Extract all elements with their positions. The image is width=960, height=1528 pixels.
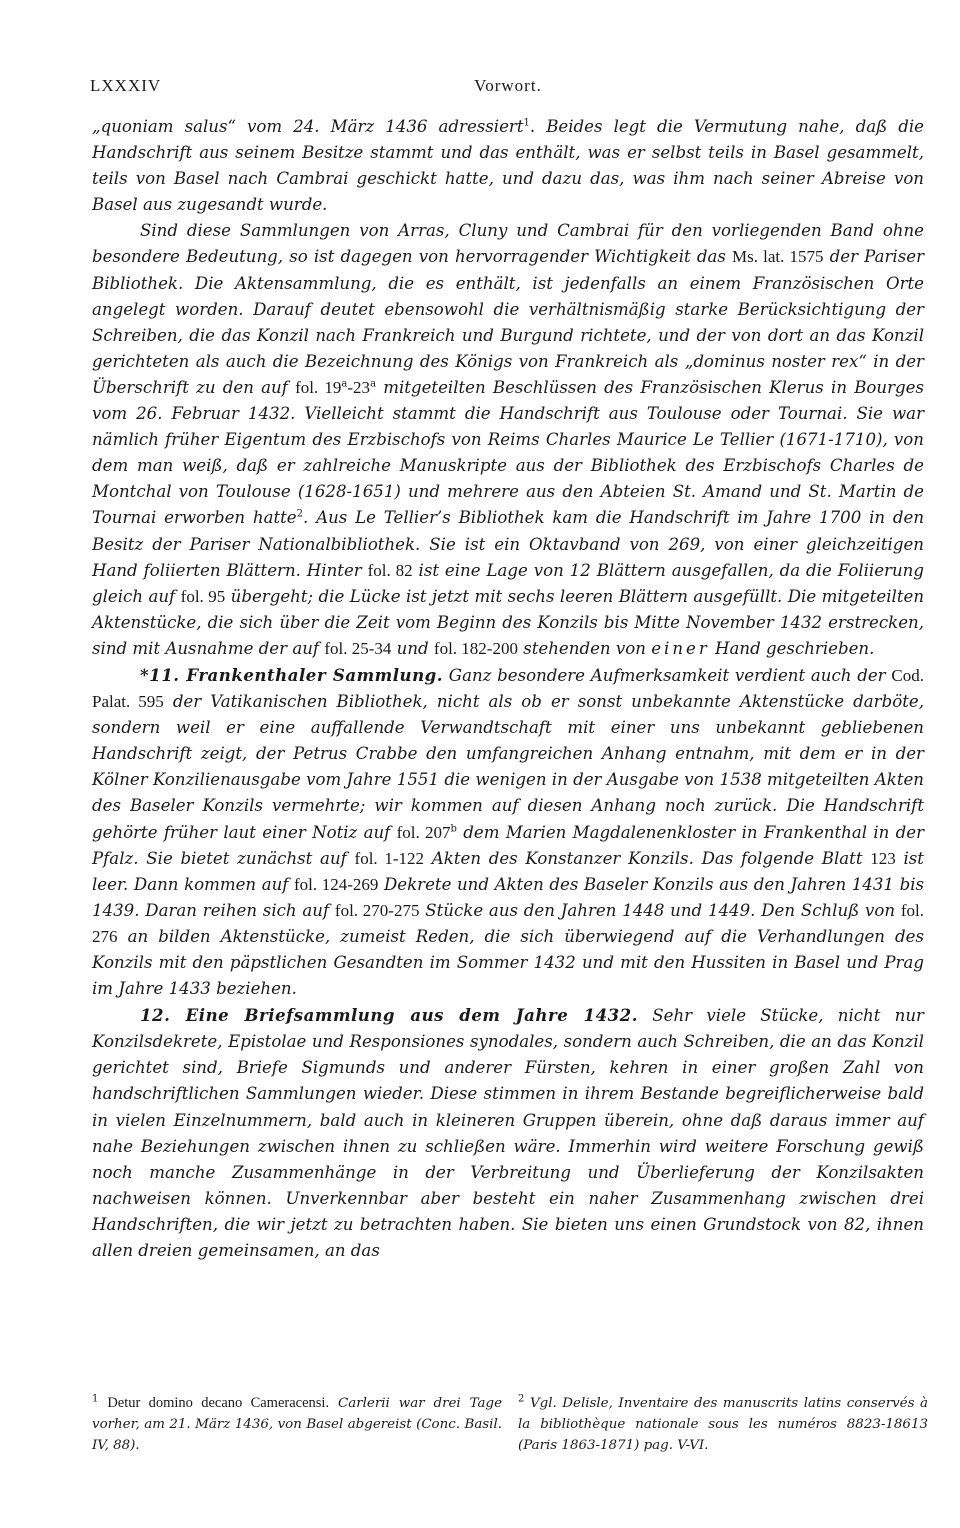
footnote-2: $^2$ Vgl. Delisle, Inventaire des manuscrits latins conservés à la bibliothèque nationale sous les numéros 8823-18613 (Paris 1863-1871) pag. V-VI.: [518, 1393, 928, 1453]
footnote-ref-1: 1: [523, 117, 530, 129]
footnotes: [92, 1393, 928, 1463]
paragraph-4: 12. Eine Briefsammlung aus dem Jahre 1432. Sehr viele Stücke, nicht nur Konzilsdekrete, Epistolae und Responsiones synodales, sondern auch Schreiben, die an das Konzil gerichtet sind, Briefe Sigmunds und anderer Fürsten, kehren in einer großen Zahl von handschriftlichen Sammlungen wieder. Diese stimmen in ihrem Bestande begreiflicherweise bald in vielen Einzelnummern, bald auch in kleineren Gruppen überein, ohne daß daraus immer auf nahe Beziehungen zwischen ihnen zu schließen wäre. Immerhin wird weitere Forschung gewiß noch manche Zusammenhänge in der Verbreitung und Überlieferung der Konzilsakten nachweisen können. Unverkennbar aber besteht ein naher Zusammenhang zwischen drei Handschriften, die wir jetzt zu betrachten haben. Sie bieten uns einen Grundstock von 82, ihnen allen dreien gemeinsamen, an das: [92, 1005, 924, 1261]
paragraph-3: *11. Frankenthaler Sammlung. Ganz besondere Aufmerksamkeit verdient auch der Cod. Palat. 595 der Vatikanischen Bibliothek, nicht als ob er sonst unbekannte Aktenstücke darböte, sondern weil er eine auffallende Verwandtschaft mit einer uns unbekannt gebliebenen Handschrift zeigt, der Petrus Crabbe den umfangreichen Anhang entnahm, mit dem er in der Kölner Konzilienausgabe vom Jahre 1551 die wenigen in der Ausgabe von 1538 mitgeteilten Akten des Baseler Konzils vermehrte; wir kommen auf diesen Anhang noch zurück. Die Handschrift gehörte früher laut einer Notiz auf fol. 207$^b$ dem Marien Magdalenenkloster in Frankenthal in der Pfalz. Sie bietet zunächst auf fol. 1-122 Akten des Konstanzer Konzils. Das folgende Blatt 123 ist leer. Dann kommen auf fol. 124-269 Dekrete und Akten des Baseler Konzils aus den Jahren 1431 bis 1439. Daran reihen sich auf fol. 270-275 Stücke aus den Jahren 1448 und 1449. Den Schluß von fol. 276 an bilden Aktenstücke, zumeist Reden, die sich überwiegend auf die Verhandlungen des Konzils mit den päpstlichen Gesandten im Sommer 1432 und mit den Hussiten in Basel und Prag im Jahre 1433 beziehen.: [92, 664, 925, 999]
paragraph-2: Sind diese Sammlungen von Arras, Cluny und Cambrai für den vorliegenden Band ohne besondere Bedeutung, so ist dagegen von hervorragender Wichtigkeit das Ms. lat. 1575 der Pariser Bibliothek. Die Aktensammlung, die es enthält, ist jedenfalls an einem Französischen Orte angelegt worden. Darauf deutet ebensowohl die verhältnismäßig starke Berücksichtigung der Schreiben, die das Konzil nach Frankreich und Burgund richtete, und der von dort an das Konzil gerichteten als auch die Bezeichnung des Königs von Frankreich als „dominus noster rex“ in der Überschrift zu den auf fol. 19$^a$-23$^a$ mitgeteilten Beschlüssen des Französischen Klerus in Bourges vom 26. Februar 1432. Vielleicht stammt die Handschrift aus Toulouse oder Tournai. Sie war nämlich früher Eigentum des Erzbischofs von Reims Charles Maurice Le Tellier (1671-1710), von dem man weiß, daß er zahlreiche Manuskripte aus der Bibliothek des Erzbischofs Charles de Montchal von Toulouse (1628-1651) und mehrere aus den Abteien St. Amand und St. Martin de Tournai erworben hatte$^2$. Aus Le Tellier’s Bibliothek kam die Handschrift im Jahre 1700 in den Besitz der Pariser Nationalbibliothek. Sie ist ein Oktavband von 269, von einer gleichzeitigen Hand foliierten Blättern. Hinter fol. 82 ist eine Lage von 12 Blättern ausgefallen, da die Foliierung gleich auf fol. 95 übergeht; die Lücke ist jetzt mit sechs leeren Blättern ausgefüllt. Die mitgeteilten Aktenstücke, die sich über die Zeit vom Beginn des Konzils bis Mitte November 1432 erstrecken, sind mit Ausnahme der auf fol. 25-34 und fol. 182-200 stehenden von einer Hand geschrieben.: [92, 221, 925, 658]
footnote-1: $^1$ Detur domino decano Cameracensi. Carlerii war drei Tage vorher, am 21. März 1436, von Basel abgereist (Conc. Basil. IV, 88).: [92, 1393, 503, 1453]
running-title: Vorwort.: [474, 76, 542, 95]
section-heading-12: 12. Eine Briefsammlung aus dem Jahre 1432.: [140, 1005, 638, 1026]
running-header: [90, 76, 926, 100]
section-heading-11: *11. Frankenthaler Sammlung.: [140, 664, 444, 685]
page-number: LXXXIV: [90, 76, 162, 95]
paragraph-1: „quoniam salus“ vom 24. März 1436 adressiert$^1$. Beides legt die Vermutung nahe, daß die Handschrift aus seinem Besitze stammt und das enthält, was er selbst teils in Basel gesammelt, teils von Basel nach Cambrai geschickt hatte, und dazu das, was ihm nach seiner Abreise von Basel aus zugesandt wurde.: [92, 117, 924, 215]
main-text: [92, 114, 924, 1264]
footnote-ref-2: 2: [296, 508, 304, 520]
